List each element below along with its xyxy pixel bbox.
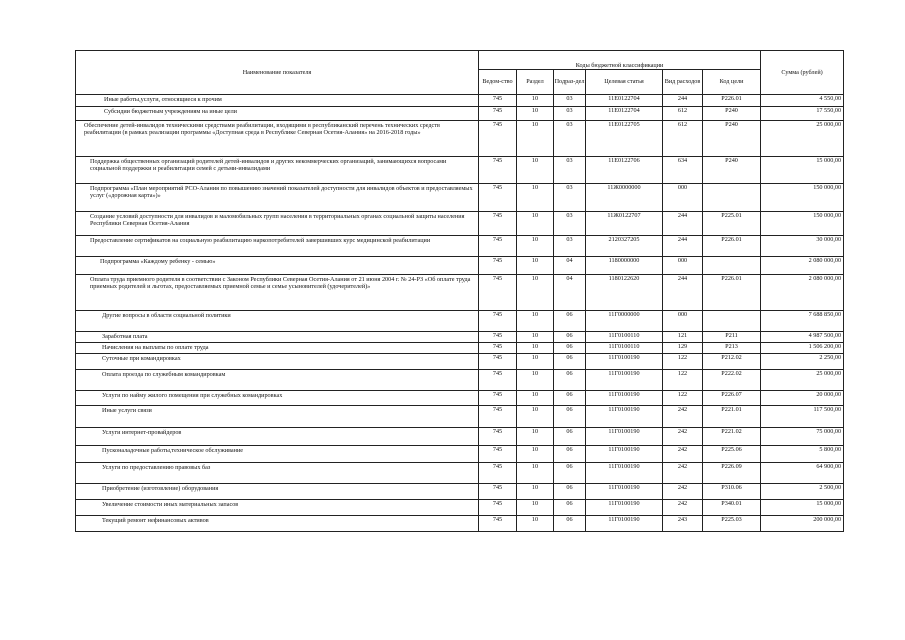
cell-podrazdel: 03 — [554, 157, 586, 184]
cell-name: Субсидии бюджетным учреждениям на иные цели — [76, 107, 479, 121]
table-row — [76, 370, 844, 391]
cell-vid: 244 — [663, 95, 703, 107]
cell-kod-celi: Р221.01 — [703, 406, 761, 428]
cell-kod-celi — [703, 311, 761, 332]
cell-target: 1180122620 — [586, 275, 663, 311]
table-row — [76, 275, 844, 311]
cell-kod-celi: Р225.01 — [703, 212, 761, 236]
cell-sum: 20 000,00 — [761, 391, 844, 406]
cell-vedomstvo: 745 — [479, 446, 517, 463]
cell-podrazdel: 06 — [554, 370, 586, 391]
cell-vid: 244 — [663, 236, 703, 257]
cell-vid: 244 — [663, 275, 703, 311]
cell-name: Иные услуги связи — [76, 406, 479, 428]
cell-vid: 242 — [663, 406, 703, 428]
cell-name: Поддержка общественных организаций родителей детей-инвалидов и других некоммерческих организаций, занимающихся вопросами социальной поддержки и реабилитации семей с детьми-инвалидами — [76, 157, 479, 184]
cell-name: Услуги по найму жилого помещения при служебных командировках — [76, 391, 479, 406]
cell-podrazdel: 03 — [554, 121, 586, 157]
cell-sum: 117 500,00 — [761, 406, 844, 428]
header-razdel: Раздел — [517, 70, 554, 95]
cell-name: Пусконаладочные работы,техническое обслуживание — [76, 446, 479, 463]
cell-vedomstvo: 745 — [479, 95, 517, 107]
cell-vedomstvo: 745 — [479, 236, 517, 257]
table-row — [76, 257, 844, 275]
cell-target: 11Г0100190 — [586, 484, 663, 500]
cell-kod-celi: Р240 — [703, 121, 761, 157]
table-row — [76, 428, 844, 446]
cell-target: 11Г0100190 — [586, 500, 663, 516]
table-row — [76, 516, 844, 532]
cell-target: 11Г0100190 — [586, 428, 663, 446]
cell-target: 11Е0122704 — [586, 95, 663, 107]
header-podrazdel: Подраз-дел — [554, 70, 586, 95]
cell-kod-celi: Р213 — [703, 343, 761, 354]
table-row — [76, 500, 844, 516]
cell-vid: 634 — [663, 157, 703, 184]
table-row — [76, 446, 844, 463]
cell-sum: 200 000,00 — [761, 516, 844, 532]
cell-vedomstvo: 745 — [479, 212, 517, 236]
cell-vid: 242 — [663, 446, 703, 463]
header-name: Наименование показателя — [76, 51, 479, 95]
cell-name: Текущий ремонт нефинансовых активов — [76, 516, 479, 532]
cell-name: Суточные при командировках — [76, 354, 479, 370]
cell-podrazdel: 03 — [554, 236, 586, 257]
cell-razdel: 10 — [517, 370, 554, 391]
header-row-1 — [76, 51, 844, 70]
header-sum: Сумма (рублей) — [761, 51, 844, 95]
cell-name: Другие вопросы в области социальной политики — [76, 311, 479, 332]
cell-podrazdel: 06 — [554, 343, 586, 354]
cell-razdel: 10 — [517, 406, 554, 428]
table-row — [76, 157, 844, 184]
cell-target: 11Г0100190 — [586, 406, 663, 428]
cell-sum: 17 550,00 — [761, 107, 844, 121]
cell-sum: 1 506 200,00 — [761, 343, 844, 354]
cell-kod-celi: Р221.02 — [703, 428, 761, 446]
cell-sum: 25 000,00 — [761, 121, 844, 157]
cell-target: 11Г0100110 — [586, 343, 663, 354]
cell-vid: 242 — [663, 428, 703, 446]
cell-razdel: 10 — [517, 484, 554, 500]
cell-name: Приобретение (изготовление) оборудования — [76, 484, 479, 500]
cell-sum: 15 000,00 — [761, 500, 844, 516]
cell-podrazdel: 06 — [554, 463, 586, 484]
table-row — [76, 107, 844, 121]
cell-vedomstvo: 745 — [479, 275, 517, 311]
cell-name: Иные работы,услуги, относящиеся к прочим — [76, 95, 479, 107]
cell-podrazdel: 06 — [554, 484, 586, 500]
cell-target: 11Е0122706 — [586, 157, 663, 184]
cell-target: 11Г0100190 — [586, 370, 663, 391]
cell-name: Оплата труда приемного родителя в соответствии с Законом Республики Северная Осетия-Алания от 21 июня 2004 г. № 24-РЗ «Об оплате труда приемных родителей и льготах, предоставляемых приемной семье и семье усыновителей (удочерителей)» — [76, 275, 479, 311]
cell-vedomstvo: 745 — [479, 428, 517, 446]
cell-razdel: 10 — [517, 500, 554, 516]
cell-sum: 30 000,00 — [761, 236, 844, 257]
cell-name: Предоставление сертификатов на социальную реабилитацию наркопотребителей завершивших курс медицинской реабилитации — [76, 236, 479, 257]
cell-target: 11Г0100110 — [586, 332, 663, 343]
cell-razdel: 10 — [517, 121, 554, 157]
cell-vedomstvo: 745 — [479, 500, 517, 516]
cell-razdel: 10 — [517, 446, 554, 463]
cell-vedomstvo: 745 — [479, 157, 517, 184]
cell-razdel: 10 — [517, 184, 554, 212]
cell-razdel: 10 — [517, 311, 554, 332]
table-row — [76, 332, 844, 343]
cell-vid: 242 — [663, 500, 703, 516]
cell-name: Подпрограмма «План мероприятий РСО-Алания по повышению значений показателей доступности для инвалидов объектов и предоставляемых услуг («дорожная карта»)» — [76, 184, 479, 212]
cell-vedomstvo: 745 — [479, 391, 517, 406]
cell-sum: 2 080 000,00 — [761, 257, 844, 275]
header-vedomstvo: Ведом-ство — [479, 70, 517, 95]
cell-razdel: 10 — [517, 157, 554, 184]
cell-podrazdel: 06 — [554, 406, 586, 428]
cell-target: 11Г0100190 — [586, 354, 663, 370]
table-row — [76, 184, 844, 212]
cell-razdel: 10 — [517, 332, 554, 343]
cell-kod-celi: Р225.06 — [703, 446, 761, 463]
cell-razdel: 10 — [517, 275, 554, 311]
cell-kod-celi — [703, 184, 761, 212]
header-vid: Вид расходов — [663, 70, 703, 95]
cell-podrazdel: 03 — [554, 212, 586, 236]
cell-vedomstvo: 745 — [479, 516, 517, 532]
table-row — [76, 95, 844, 107]
cell-razdel: 10 — [517, 343, 554, 354]
table-row — [76, 311, 844, 332]
cell-sum: 150 000,00 — [761, 212, 844, 236]
cell-vid: 121 — [663, 332, 703, 343]
cell-target: 11Г0100190 — [586, 391, 663, 406]
cell-name: Оплата проезда по служебным командировкам — [76, 370, 479, 391]
cell-vedomstvo: 745 — [479, 406, 517, 428]
cell-target: 11Г0000000 — [586, 311, 663, 332]
cell-sum: 2 500,00 — [761, 484, 844, 500]
cell-sum: 5 800,00 — [761, 446, 844, 463]
cell-kod-celi: Р240 — [703, 107, 761, 121]
cell-sum: 75 000,00 — [761, 428, 844, 446]
cell-vedomstvo: 745 — [479, 484, 517, 500]
cell-vedomstvo: 745 — [479, 311, 517, 332]
cell-target: 11Е0122705 — [586, 121, 663, 157]
cell-podrazdel: 06 — [554, 500, 586, 516]
cell-vedomstvo: 745 — [479, 332, 517, 343]
header-codes-group: Коды бюджетной классификации — [479, 51, 761, 70]
cell-name: Увеличение стоимости иных материальных запасов — [76, 500, 479, 516]
cell-sum: 25 000,00 — [761, 370, 844, 391]
cell-kod-celi: Р310.06 — [703, 484, 761, 500]
cell-vid: 242 — [663, 484, 703, 500]
cell-vedomstvo: 745 — [479, 121, 517, 157]
table-row — [76, 406, 844, 428]
cell-vid: 129 — [663, 343, 703, 354]
cell-kod-celi: Р212.02 — [703, 354, 761, 370]
table-row — [76, 236, 844, 257]
cell-vid: 000 — [663, 311, 703, 332]
cell-podrazdel: 06 — [554, 332, 586, 343]
cell-sum: 15 000,00 — [761, 157, 844, 184]
cell-vedomstvo: 745 — [479, 343, 517, 354]
cell-podrazdel: 03 — [554, 95, 586, 107]
cell-vedomstvo: 745 — [479, 107, 517, 121]
cell-vedomstvo: 745 — [479, 463, 517, 484]
cell-vid: 612 — [663, 121, 703, 157]
cell-vid: 612 — [663, 107, 703, 121]
cell-vid: 243 — [663, 516, 703, 532]
cell-sum: 2 080 000,00 — [761, 275, 844, 311]
cell-sum: 4 550,00 — [761, 95, 844, 107]
cell-name: Обеспечение детей-инвалидов техническими средствами реабилитации, входящими в республиканский перечень технических средств реабилитации (в рамках реализации программы «Доступная среда в Республике Северная Осетия-Алания» на 2016-2018 годы» — [76, 121, 479, 157]
cell-vid: 122 — [663, 391, 703, 406]
cell-vid: 122 — [663, 370, 703, 391]
cell-podrazdel: 06 — [554, 391, 586, 406]
cell-razdel: 10 — [517, 354, 554, 370]
cell-name: Начисления на выплаты по оплате труда — [76, 343, 479, 354]
cell-name: Создание условий доступности для инвалидов и маломобильных групп населения в территориальных органах социальной защиты населения Республики Северная Осетия-Алания — [76, 212, 479, 236]
cell-kod-celi: Р225.03 — [703, 516, 761, 532]
table-row — [76, 343, 844, 354]
cell-vid: 244 — [663, 212, 703, 236]
cell-podrazdel: 06 — [554, 516, 586, 532]
cell-sum: 7 688 850,00 — [761, 311, 844, 332]
cell-podrazdel: 03 — [554, 184, 586, 212]
cell-sum: 2 250,00 — [761, 354, 844, 370]
header-target: Целевая статья — [586, 70, 663, 95]
cell-vedomstvo: 745 — [479, 257, 517, 275]
cell-sum: 4 987 500,00 — [761, 332, 844, 343]
cell-kod-celi: Р226.01 — [703, 95, 761, 107]
cell-podrazdel: 06 — [554, 446, 586, 463]
cell-podrazdel: 04 — [554, 257, 586, 275]
table-row — [76, 121, 844, 157]
cell-target: 11Ж0122707 — [586, 212, 663, 236]
cell-vedomstvo: 745 — [479, 184, 517, 212]
cell-kod-celi: Р340.01 — [703, 500, 761, 516]
header-kod-celi: Код цели — [703, 70, 761, 95]
cell-kod-celi: Р226.01 — [703, 236, 761, 257]
budget-table — [75, 50, 844, 532]
cell-kod-celi: Р240 — [703, 157, 761, 184]
table-row — [76, 354, 844, 370]
cell-kod-celi — [703, 257, 761, 275]
cell-kod-celi: Р226.01 — [703, 275, 761, 311]
cell-name: Услуги интернет-провайдеров — [76, 428, 479, 446]
table-row — [76, 463, 844, 484]
cell-podrazdel: 04 — [554, 275, 586, 311]
cell-razdel: 10 — [517, 516, 554, 532]
table-row — [76, 484, 844, 500]
cell-name: Подпрограмма «Каждому ребенку - семью» — [76, 257, 479, 275]
cell-kod-celi: Р222.02 — [703, 370, 761, 391]
cell-sum: 64 900,00 — [761, 463, 844, 484]
cell-podrazdel: 06 — [554, 354, 586, 370]
cell-razdel: 10 — [517, 95, 554, 107]
cell-kod-celi: Р226.07 — [703, 391, 761, 406]
cell-podrazdel: 06 — [554, 311, 586, 332]
cell-razdel: 10 — [517, 463, 554, 484]
cell-razdel: 10 — [517, 257, 554, 275]
cell-name: Заработная плата — [76, 332, 479, 343]
cell-vid: 000 — [663, 184, 703, 212]
cell-name: Услуги по предоставлению правовых баз — [76, 463, 479, 484]
cell-sum: 150 000,00 — [761, 184, 844, 212]
cell-vedomstvo: 745 — [479, 370, 517, 391]
cell-razdel: 10 — [517, 391, 554, 406]
table-row — [76, 212, 844, 236]
cell-target: 11Г0100190 — [586, 516, 663, 532]
cell-vid: 122 — [663, 354, 703, 370]
cell-podrazdel: 06 — [554, 428, 586, 446]
cell-target: 11Г0100190 — [586, 463, 663, 484]
cell-podrazdel: 03 — [554, 107, 586, 121]
cell-kod-celi: Р211 — [703, 332, 761, 343]
cell-razdel: 10 — [517, 236, 554, 257]
cell-vid: 242 — [663, 463, 703, 484]
cell-target: 11Е0122704 — [586, 107, 663, 121]
cell-razdel: 10 — [517, 212, 554, 236]
cell-target: 2120327205 — [586, 236, 663, 257]
cell-razdel: 10 — [517, 107, 554, 121]
cell-target: 11Ж0000000 — [586, 184, 663, 212]
cell-kod-celi: Р226.09 — [703, 463, 761, 484]
cell-vedomstvo: 745 — [479, 354, 517, 370]
cell-razdel: 10 — [517, 428, 554, 446]
cell-vid: 000 — [663, 257, 703, 275]
table-row — [76, 391, 844, 406]
cell-target: 1180000000 — [586, 257, 663, 275]
cell-target: 11Г0100190 — [586, 446, 663, 463]
